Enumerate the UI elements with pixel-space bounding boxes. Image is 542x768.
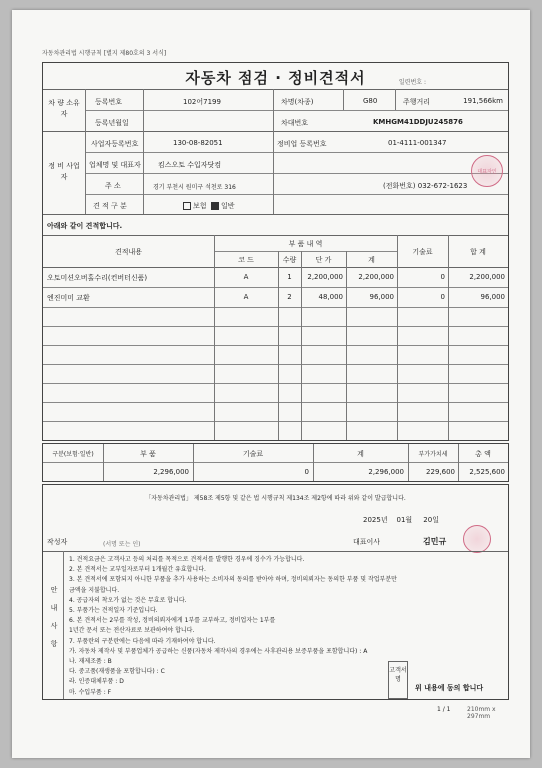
divider xyxy=(43,364,508,365)
header-item: 견적내용 xyxy=(114,248,143,256)
summary-grand-label: 총 액 xyxy=(475,450,491,458)
estimate-type-label: 견 적 구 분 xyxy=(93,202,127,210)
row-code: A xyxy=(243,273,249,281)
divider xyxy=(214,235,215,440)
row-sum: 96,000 xyxy=(480,293,505,301)
row-labor: 0 xyxy=(440,293,445,301)
divider xyxy=(43,214,508,215)
divider xyxy=(43,267,508,268)
issue-day: 20일 xyxy=(423,516,439,524)
row-unit: 2,200,000 xyxy=(307,273,343,281)
license-value: 01-4111-001347 xyxy=(388,139,447,147)
notes-title: 안 내 사 항 xyxy=(50,586,58,648)
legal-text: 「자동차관리법」 제58조 제5항 및 같은 법 시행규칙 제134조 제2항에 따라 위와 같이 발급합니다. xyxy=(145,495,406,502)
row-qty: 2 xyxy=(287,293,292,301)
note-item: 6. 본 견적서는 2부를 작성, 정비의뢰자에게 1부를 교부하고, 정비업자는 1부를 xyxy=(69,617,276,625)
writer-label: 작성자 xyxy=(47,538,68,546)
summary-parts-value: 2,296,000 xyxy=(153,468,189,476)
insurance-checkbox[interactable] xyxy=(183,202,191,210)
reg-no-label: 등록번호 xyxy=(95,98,123,106)
summary-labor-value: 0 xyxy=(304,468,309,476)
divider xyxy=(397,235,398,440)
header-unit: 단 가 xyxy=(315,256,332,264)
company-seal-text: 대표자인 xyxy=(477,168,497,175)
row-qty: 1 xyxy=(287,273,292,281)
note-item: 나. 재제조품 : B xyxy=(69,658,112,666)
paper-size: 210mm x 297mm xyxy=(467,706,496,720)
row-item: 엔진미미 교환 xyxy=(47,294,90,302)
row-total: 96,000 xyxy=(369,293,394,301)
row-sum: 2,200,000 xyxy=(469,273,505,281)
summary-type-label: 구분(보험·일반) xyxy=(52,451,94,458)
summary-total-value: 2,296,000 xyxy=(368,468,404,476)
summary-vat-value: 229,600 xyxy=(426,468,455,476)
note-item: 다. 중고품(재생품을 포함합니다) : C xyxy=(69,668,165,676)
model-value: G80 xyxy=(363,97,378,105)
writer-sign-hint: (서명 또는 인) xyxy=(103,541,141,548)
divider xyxy=(43,307,508,308)
divider xyxy=(85,173,508,174)
phone-value: (전화번호) 032-672-1623 xyxy=(383,182,468,190)
row-item: 오토미션오버홀수리(컨버터신품) xyxy=(47,274,148,282)
ceo-name: 김민규 xyxy=(423,537,447,546)
shop-section-label: 정 비 사업자 xyxy=(48,162,80,181)
reg-date-label: 등록년월일 xyxy=(95,119,129,127)
row-unit: 48,000 xyxy=(318,293,343,301)
issue-month: 01월 xyxy=(396,516,413,524)
divider xyxy=(43,345,508,346)
license-label: 정비업 등록번호 xyxy=(277,140,327,148)
divider xyxy=(85,89,86,214)
row-total: 2,200,000 xyxy=(358,273,394,281)
model-label: 차명(차종) xyxy=(281,98,314,106)
note-item: 마. 수입부품 : F xyxy=(69,688,112,696)
divider xyxy=(273,89,274,214)
company-label: 업체명 및 대표자 xyxy=(89,161,141,169)
divider xyxy=(43,462,508,463)
divider xyxy=(85,194,508,195)
header-labor: 기술료 xyxy=(412,248,433,256)
intro-text: 아래와 같이 견적합니다. xyxy=(47,222,123,230)
note-item: 금액을 지불합니다. xyxy=(69,586,120,594)
summary-parts-label: 부 품 xyxy=(140,450,156,458)
document-title: 자동차 점검 · 정비견적서 xyxy=(185,69,366,87)
summary-grand-value: 2,525,600 xyxy=(469,468,505,476)
consent-text: 위 내용에 동의 합니다 xyxy=(415,684,484,692)
mileage-value: 191,566km xyxy=(463,97,503,105)
biz-no-label: 사업자등록번호 xyxy=(91,140,139,148)
header-sum: 합 계 xyxy=(470,248,486,256)
divider xyxy=(43,235,508,236)
note-item: 1. 견적요금은 고객사고 등의 처리를 목적으로 견적서를 발행한 경우에 징수가 가능합니다. xyxy=(69,556,305,563)
note-item: 2. 본 견적서는 교부일자로부터 1개월간 유효합니다. xyxy=(69,566,206,574)
note-item: 7. 부품란의 구분란에는 다음에 따라 기재하여야 합니다. xyxy=(69,637,216,645)
divider xyxy=(43,383,508,384)
divider xyxy=(214,251,397,252)
divider xyxy=(43,551,508,552)
page-number: 1 / 1 xyxy=(437,706,451,713)
header-code: 코 드 xyxy=(238,256,254,264)
address-label: 주 소 xyxy=(105,182,121,190)
divider xyxy=(343,89,344,110)
mileage-label: 주행거리 xyxy=(403,98,431,106)
company-value: 킴스오토 수입자닷컴 xyxy=(158,161,222,169)
summary-table xyxy=(42,443,509,482)
reg-no-value: 102어7199 xyxy=(183,98,221,106)
note-item: 5. 부품가는 견적일자 기준입니다. xyxy=(69,607,158,615)
company-seal xyxy=(471,155,503,187)
consent-sign-label: 고객서명 xyxy=(389,667,407,683)
summary-labor-label: 기술료 xyxy=(242,450,264,458)
divider xyxy=(395,89,396,110)
notes-list xyxy=(69,555,397,698)
divider xyxy=(43,131,508,132)
divider xyxy=(43,402,508,403)
issue-and-notes xyxy=(42,484,509,700)
divider xyxy=(43,421,508,422)
header-qty: 수량 xyxy=(282,256,297,264)
note-item: 가. 자동차 제작사 및 부품업체가 공급하는 신품(자동차 제작사의 경우에는 사후관리용 보증부품을 포함합니다) : A xyxy=(69,647,368,655)
note-item: 4. 공급자의 착오가 없는 것은 무효로 합니다. xyxy=(69,596,187,604)
owner-section-label: 차 량 소유자 xyxy=(48,99,80,118)
note-item: 1년간 문서 또는 전산자료로 보관하여야 합니다. xyxy=(69,627,195,635)
estimate-type-options xyxy=(183,201,235,211)
general-checkbox[interactable] xyxy=(211,202,219,210)
divider xyxy=(85,152,508,153)
header-total: 계 xyxy=(368,256,375,264)
address-value: 경기 부천시 원미구 석천로 316 xyxy=(153,184,236,191)
insurance-option-label: 보험 xyxy=(193,202,207,210)
summary-vat-label: 부가가치세 xyxy=(418,451,448,458)
ceo-label: 대표이사 xyxy=(353,538,381,546)
divider xyxy=(43,287,508,288)
issue-date xyxy=(363,515,439,525)
note-item: 라. 인증대체부품 : D xyxy=(69,678,124,686)
divider xyxy=(43,89,508,90)
general-option-label: 일반 xyxy=(220,202,235,210)
divider xyxy=(63,551,64,699)
consent-sign-box xyxy=(388,661,408,699)
vin-label: 차대번호 xyxy=(281,119,309,127)
row-labor: 0 xyxy=(440,273,445,281)
note-item: 3. 본 견적서에 포함되지 아니한 부품을 추가 사용하는 소비자의 동의를 받아야 하며, 정비의뢰자는 동의한 부품 및 작업부분만 xyxy=(69,576,397,584)
summary-total-label: 계 xyxy=(357,450,364,458)
header-parts: 부 품 내 역 xyxy=(288,240,323,248)
estimate-form xyxy=(42,62,509,441)
biz-no-value: 130-08-82051 xyxy=(173,139,223,147)
divider xyxy=(143,89,144,214)
divider xyxy=(448,235,449,440)
ceo-seal xyxy=(463,525,491,553)
divider xyxy=(85,110,508,111)
estimate-document xyxy=(12,10,530,758)
vin-value: KMHGM41DDJU245876 xyxy=(373,118,463,126)
divider xyxy=(43,326,508,327)
law-header: 자동차관리법 시행규칙 [별지 제80호의 3 서식] xyxy=(42,50,167,57)
doc-number-label: 일련번호 : xyxy=(398,79,426,86)
row-code: A xyxy=(243,293,249,301)
issue-year: 2025년 xyxy=(363,516,388,524)
